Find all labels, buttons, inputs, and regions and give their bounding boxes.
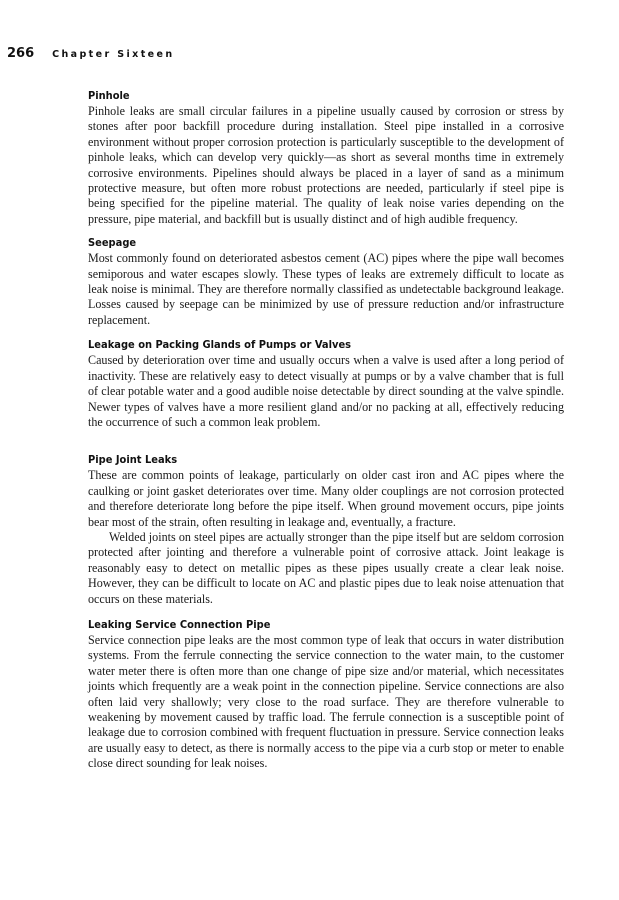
section-seepage	[88, 235, 564, 328]
paragraph: Caused by deterioration over time and usually occurs when a valve is used after a long period of inactivity. These are relatively easy to detect visually at pumps or by a valve chamber that is full of clear potable water and a good audible noise detectable by direct sounding at the valve spindle. Newer types of valves have a more resilient gland and/or no packing at all, effectively reducing the occurrence of such a common leak problem.	[88, 353, 564, 429]
paragraph: Most commonly found on deteriorated asbestos cement (AC) pipes where the pipe wall becomes semiporous and water escapes slowly. These types of leaks are extremely difficult to locate as leak noise is minimal. They are therefore normally classified as undetectable background leakage. Losses caused by seepage can be minimized by use of pressure reduction and/or infrastructure replacement.	[88, 251, 564, 327]
paragraph: Service connection pipe leaks are the most common type of leak that occurs in water distribution systems. From the ferrule connecting the service connection to the water main, to the customer water meter there is often more than one change of pipe size and/or material, which necessitates joints which frequently are a weak point in the connection pipeline. Service connections are also often laid very shallowly; very close to the road surface. They are therefore vulnerable to weakening by movement caused by traffic load. The ferrule connection is a susceptible point of leakage due to corrosion combined with frequent fluctuation in pressure. Service connection leaks are usually easy to detect, as there is normally access to the pipe via a curb stop or meter to enable close direct sounding for leak noises.	[88, 632, 564, 771]
section-heading: Seepage	[88, 236, 137, 250]
section-heading: Leakage on Packing Glands of Pumps or Valves	[88, 338, 352, 352]
paragraph: Pinhole leaks are small circular failures in a pipeline usually caused by corrosion or stress by stones after poor backfill procedure during installation. Steel pipe installed in a corrosive environment without proper corrosion protection is particularly susceptible to the development of pinhole leaks, which can develop very quickly—as short as several months time in extremely corrosive environments. Pipelines should always be placed in a layer of sand as a minimum protective measure, but often more robust protections are needed, particularly if steel pipe is being specified for the pipeline material. The quality of leak noise varies depending on the pressure, pipe material, and backfill but is usually distinct and of high audible frequency.	[88, 104, 564, 226]
section-pipe-joint-leaks	[88, 452, 564, 607]
section-service-connection	[88, 617, 564, 772]
paragraph: Welded joints on steel pipes are actually stronger than the pipe itself but are seldom corrosion protected after jointing and therefore a vulnerable point of corrosive attack. Joint leakage is reasonably easy to detect on metallic pipes as these pipes usually create a clear leak noise. However, they can be difficult to locate on AC and plastic pipes due to leak noise attenuation that occurs on these materials.	[88, 529, 564, 606]
body-text	[88, 88, 564, 772]
chapter-title: Chapter Sixteen	[52, 49, 175, 60]
running-head	[7, 44, 174, 62]
section-heading: Pinhole	[88, 89, 130, 102]
paragraph: These are common points of leakage, particularly on older cast iron and AC pipes where the caulking or joint gasket deteriorates over time. Many older couplings are not corrosion protected and therefore deteriorate long before the pipe itself. When ground movement occurs, pipe joints bear most of the strain, often resulting in leakage and, eventually, a fracture.	[88, 468, 564, 529]
section-heading: Pipe Joint Leaks	[88, 453, 178, 467]
section-pinhole	[88, 88, 564, 227]
section-heading: Leaking Service Connection Pipe	[88, 617, 271, 631]
page-number: 266	[7, 46, 35, 61]
section-packing-glands	[88, 337, 564, 430]
